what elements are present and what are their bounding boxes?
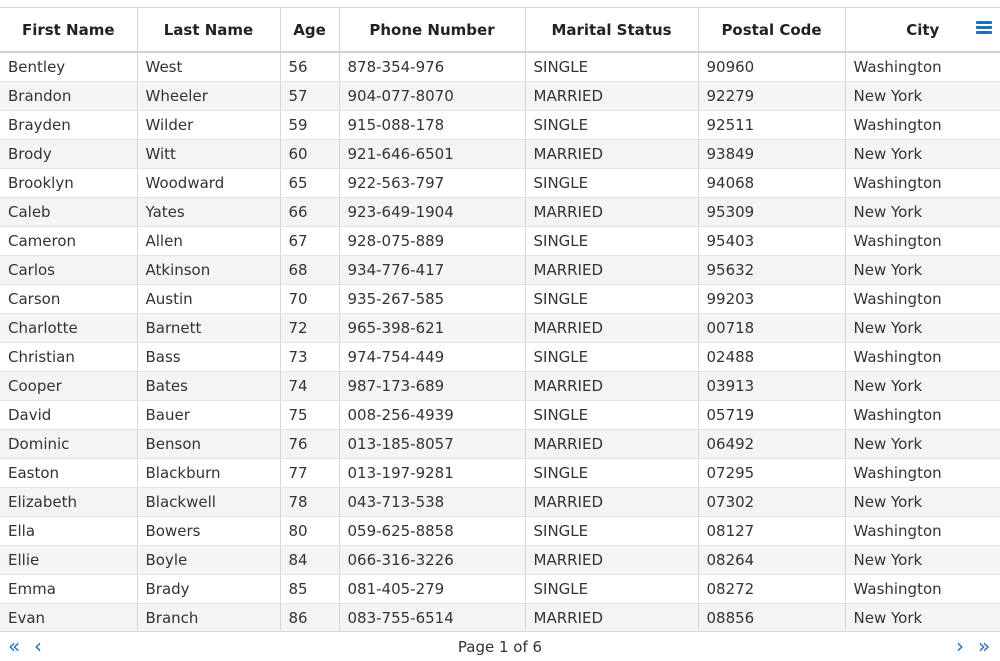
cell-postal-code: 99203 (698, 285, 845, 314)
pagination-bar (0, 631, 1000, 661)
cell-phone-number: 934-776-417 (339, 256, 525, 285)
cell-first-name: Carson (0, 285, 137, 314)
cell-first-name: Ellie (0, 546, 137, 575)
cell-postal-code: 08272 (698, 575, 845, 604)
cell-age: 66 (280, 198, 339, 227)
cell-phone-number: 013-197-9281 (339, 459, 525, 488)
column-header-age[interactable]: Age (280, 8, 339, 52)
first-page-icon[interactable]: « (8, 634, 21, 658)
cell-phone-number: 928-075-889 (339, 227, 525, 256)
cell-marital-status: MARRIED (525, 546, 698, 575)
cell-last-name: Blackwell (137, 488, 280, 517)
cell-last-name: Austin (137, 285, 280, 314)
table-row[interactable] (0, 169, 1000, 198)
cell-first-name: Brody (0, 140, 137, 169)
cell-first-name: Elizabeth (0, 488, 137, 517)
table-row[interactable] (0, 111, 1000, 140)
cell-age: 84 (280, 546, 339, 575)
cell-last-name: Bates (137, 372, 280, 401)
cell-city: Washington (845, 459, 1000, 488)
cell-last-name: Woodward (137, 169, 280, 198)
cell-postal-code: 92279 (698, 82, 845, 111)
cell-first-name: Dominic (0, 430, 137, 459)
cell-age: 86 (280, 604, 339, 633)
cell-marital-status: MARRIED (525, 256, 698, 285)
cell-city: Washington (845, 575, 1000, 604)
cell-last-name: Allen (137, 227, 280, 256)
table-row[interactable] (0, 285, 1000, 314)
cell-marital-status: MARRIED (525, 372, 698, 401)
cell-last-name: Blackburn (137, 459, 280, 488)
table-row[interactable] (0, 140, 1000, 169)
cell-phone-number: 083-755-6514 (339, 604, 525, 633)
cell-phone-number: 059-625-8858 (339, 517, 525, 546)
cell-last-name: Boyle (137, 546, 280, 575)
cell-phone-number: 013-185-8057 (339, 430, 525, 459)
cell-city: New York (845, 314, 1000, 343)
cell-phone-number: 878-354-976 (339, 52, 525, 82)
cell-postal-code: 06492 (698, 430, 845, 459)
table-row[interactable] (0, 227, 1000, 256)
cell-marital-status: MARRIED (525, 604, 698, 633)
cell-last-name: Wilder (137, 111, 280, 140)
table-row[interactable] (0, 517, 1000, 546)
cell-postal-code: 02488 (698, 343, 845, 372)
cell-last-name: West (137, 52, 280, 82)
cell-postal-code: 90960 (698, 52, 845, 82)
cell-phone-number: 008-256-4939 (339, 401, 525, 430)
cell-age: 56 (280, 52, 339, 82)
column-header-marital-status[interactable]: Marital Status (525, 8, 698, 52)
cell-age: 74 (280, 372, 339, 401)
cell-phone-number: 081-405-279 (339, 575, 525, 604)
data-table (0, 8, 1000, 633)
previous-page-icon[interactable]: ‹ (34, 634, 42, 658)
cell-marital-status: SINGLE (525, 459, 698, 488)
cell-city: New York (845, 256, 1000, 285)
cell-postal-code: 08856 (698, 604, 845, 633)
cell-phone-number: 915-088-178 (339, 111, 525, 140)
cell-first-name: Carlos (0, 256, 137, 285)
cell-last-name: Barnett (137, 314, 280, 343)
cell-marital-status: MARRIED (525, 430, 698, 459)
cell-marital-status: SINGLE (525, 575, 698, 604)
cell-marital-status: MARRIED (525, 140, 698, 169)
cell-first-name: Cooper (0, 372, 137, 401)
cell-first-name: Bentley (0, 52, 137, 82)
cell-age: 73 (280, 343, 339, 372)
cell-last-name: Bauer (137, 401, 280, 430)
table-row[interactable] (0, 82, 1000, 111)
cell-age: 57 (280, 82, 339, 111)
cell-first-name: David (0, 401, 137, 430)
cell-last-name: Benson (137, 430, 280, 459)
cell-postal-code: 95309 (698, 198, 845, 227)
cell-postal-code: 95632 (698, 256, 845, 285)
cell-phone-number: 923-649-1904 (339, 198, 525, 227)
cell-first-name: Charlotte (0, 314, 137, 343)
cell-marital-status: SINGLE (525, 285, 698, 314)
cell-phone-number: 922-563-797 (339, 169, 525, 198)
cell-postal-code: 05719 (698, 401, 845, 430)
column-header-city[interactable] (845, 8, 1000, 52)
cell-postal-code: 08264 (698, 546, 845, 575)
cell-postal-code: 92511 (698, 111, 845, 140)
cell-age: 67 (280, 227, 339, 256)
cell-first-name: Cameron (0, 227, 137, 256)
cell-marital-status: SINGLE (525, 401, 698, 430)
cell-marital-status: SINGLE (525, 517, 698, 546)
page-indicator: Page 1 of 6 (457, 638, 543, 656)
table-row[interactable] (0, 343, 1000, 372)
table-row[interactable] (0, 314, 1000, 343)
cell-age: 85 (280, 575, 339, 604)
cell-city: Washington (845, 52, 1000, 82)
cell-postal-code: 08127 (698, 517, 845, 546)
cell-marital-status: SINGLE (525, 343, 698, 372)
column-header-first-name[interactable]: First Name (0, 8, 137, 52)
cell-city: New York (845, 488, 1000, 517)
cell-phone-number: 935-267-585 (339, 285, 525, 314)
cell-city: New York (845, 430, 1000, 459)
table-row[interactable] (0, 546, 1000, 575)
table-row[interactable] (0, 459, 1000, 488)
cell-last-name: Wheeler (137, 82, 280, 111)
cell-city: Washington (845, 227, 1000, 256)
cell-marital-status: SINGLE (525, 227, 698, 256)
cell-marital-status: SINGLE (525, 169, 698, 198)
cell-phone-number: 066-316-3226 (339, 546, 525, 575)
cell-age: 70 (280, 285, 339, 314)
cell-age: 68 (280, 256, 339, 285)
cell-first-name: Ella (0, 517, 137, 546)
cell-postal-code: 07302 (698, 488, 845, 517)
table-row[interactable] (0, 198, 1000, 227)
cell-age: 76 (280, 430, 339, 459)
table-body (0, 52, 1000, 633)
column-header-last-name[interactable]: Last Name (137, 8, 280, 52)
cell-city: New York (845, 198, 1000, 227)
cell-age: 60 (280, 140, 339, 169)
cell-city: Washington (845, 517, 1000, 546)
table-header (0, 8, 1000, 52)
column-header-phone-number[interactable]: Phone Number (339, 8, 525, 52)
cell-last-name: Yates (137, 198, 280, 227)
cell-first-name: Caleb (0, 198, 137, 227)
table-row[interactable] (0, 372, 1000, 401)
cell-last-name: Branch (137, 604, 280, 633)
cell-last-name: Bass (137, 343, 280, 372)
cell-first-name: Easton (0, 459, 137, 488)
cell-age: 59 (280, 111, 339, 140)
table-row[interactable] (0, 256, 1000, 285)
cell-city: Washington (845, 169, 1000, 198)
cell-postal-code: 07295 (698, 459, 845, 488)
cell-phone-number: 043-713-538 (339, 488, 525, 517)
cell-city: New York (845, 140, 1000, 169)
cell-last-name: Bowers (137, 517, 280, 546)
cell-city: New York (845, 82, 1000, 111)
cell-phone-number: 987-173-689 (339, 372, 525, 401)
cell-postal-code: 95403 (698, 227, 845, 256)
cell-marital-status: SINGLE (525, 111, 698, 140)
cell-phone-number: 974-754-449 (339, 343, 525, 372)
cell-postal-code: 93849 (698, 140, 845, 169)
table-row[interactable] (0, 604, 1000, 633)
table-row[interactable] (0, 401, 1000, 430)
data-grid (0, 7, 1000, 661)
cell-marital-status: MARRIED (525, 488, 698, 517)
table-row[interactable] (0, 430, 1000, 459)
last-page-icon[interactable]: » (978, 634, 991, 658)
cell-age: 78 (280, 488, 339, 517)
table-row[interactable] (0, 52, 1000, 82)
hamburger-menu-icon[interactable] (976, 21, 992, 35)
cell-marital-status: MARRIED (525, 314, 698, 343)
cell-first-name: Evan (0, 604, 137, 633)
cell-city: New York (845, 604, 1000, 633)
cell-city: Washington (845, 111, 1000, 140)
cell-city: Washington (845, 285, 1000, 314)
cell-first-name: Brooklyn (0, 169, 137, 198)
cell-phone-number: 904-077-8070 (339, 82, 525, 111)
column-header-city-label: City (906, 20, 940, 39)
table-row[interactable] (0, 575, 1000, 604)
next-page-icon[interactable]: › (956, 634, 964, 658)
cell-postal-code: 94068 (698, 169, 845, 198)
cell-first-name: Brandon (0, 82, 137, 111)
cell-first-name: Emma (0, 575, 137, 604)
cell-phone-number: 921-646-6501 (339, 140, 525, 169)
cell-city: New York (845, 372, 1000, 401)
table-row[interactable] (0, 488, 1000, 517)
cell-age: 77 (280, 459, 339, 488)
column-header-postal-code[interactable]: Postal Code (698, 8, 845, 52)
cell-first-name: Brayden (0, 111, 137, 140)
cell-marital-status: SINGLE (525, 52, 698, 82)
cell-phone-number: 965-398-621 (339, 314, 525, 343)
cell-age: 80 (280, 517, 339, 546)
cell-city: New York (845, 546, 1000, 575)
cell-marital-status: MARRIED (525, 198, 698, 227)
cell-city: Washington (845, 343, 1000, 372)
cell-postal-code: 00718 (698, 314, 845, 343)
cell-age: 72 (280, 314, 339, 343)
cell-age: 75 (280, 401, 339, 430)
cell-marital-status: MARRIED (525, 82, 698, 111)
cell-postal-code: 03913 (698, 372, 845, 401)
cell-last-name: Brady (137, 575, 280, 604)
cell-last-name: Atkinson (137, 256, 280, 285)
cell-first-name: Christian (0, 343, 137, 372)
cell-age: 65 (280, 169, 339, 198)
cell-last-name: Witt (137, 140, 280, 169)
cell-city: Washington (845, 401, 1000, 430)
